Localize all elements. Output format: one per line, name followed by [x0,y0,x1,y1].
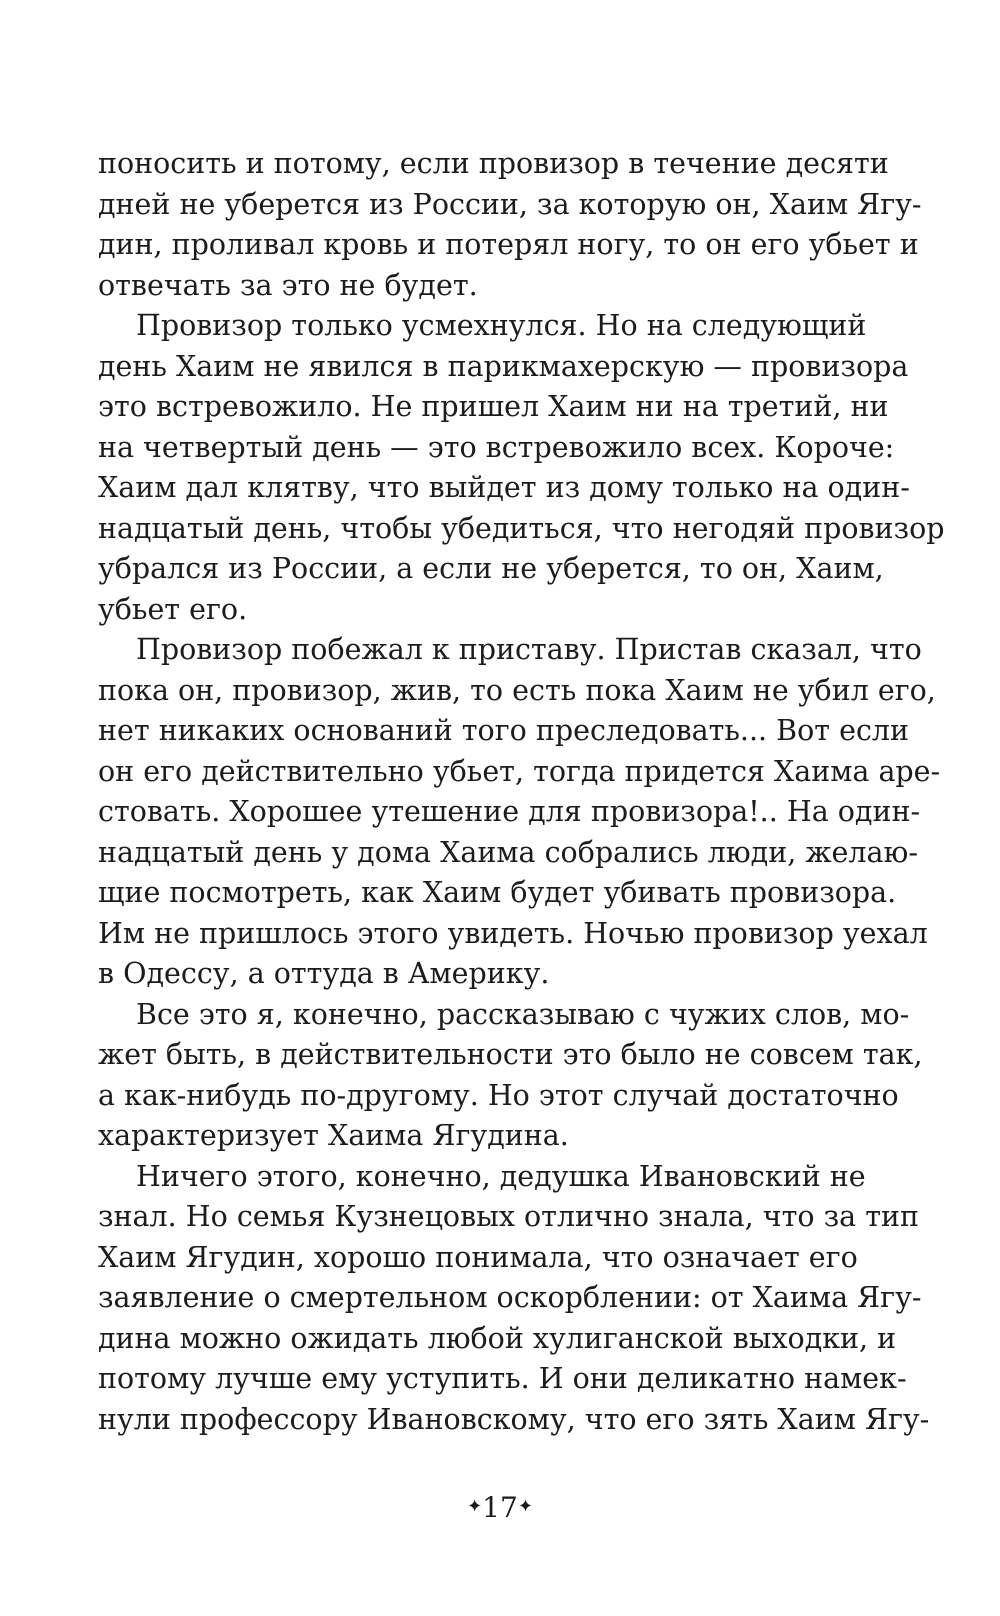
body-text [98,144,945,1440]
text-line: стовать. Хорошее утешение для провизора!.. На один- [98,795,921,828]
text-line: Им не пришлось этого увидеть. Ночью провизор уехал [98,916,928,950]
text-line: нет никаких оснований того преследовать... Вот если [98,714,910,747]
text-line: он его действительно убьет, тогда придется Хаима аре- [98,754,941,788]
text-line: поносить и потому, если провизор в течение десяти [98,147,889,180]
text-line: Провизор только усмехнулся. Но на следующий [136,309,867,342]
text-line: дина можно ожидать любой хулиганской выходки, и [98,1321,897,1355]
text-line: Провизор побежал к приставу. Пристав сказал, что [136,633,922,666]
text-line: потому лучше ему уступить. И они деликатно намек- [98,1362,907,1395]
text-line: пока он, провизор, жив, то есть пока Хаим не убил его, [98,673,936,707]
text-line: заявление о смертельном оскорблении: от Хаима Ягу- [98,1281,922,1314]
text-line: надцатый день у дома Хаима собрались люди, желаю- [98,835,918,869]
text-line: щие посмотреть, как Хаим будет убивать провизора. [98,876,897,909]
text-line: в Одессу, а оттуда в Америку. [98,957,550,990]
text-line: Хаим дал клятву, что выйдет из дому только на один- [98,471,910,504]
text-line: а как-нибудь по-другому. Но этот случай достаточно [98,1078,899,1112]
page-number: 17 [482,1491,518,1524]
paragraph-1 [98,144,922,306]
text-line: нули профессору Ивановскому, что его зять Хаим Ягу- [98,1402,930,1436]
text-line: характеризует Хаима Ягудина. [98,1119,569,1152]
text-line: день Хаим не явился в парикмахерскую — провизора [98,349,909,383]
star-ornament-icon: ✦ [467,1495,483,1517]
text-line: отвечать за это не будет. [98,268,478,302]
paragraph-3 [98,630,941,995]
text-line: Хаим Ягудин, хорошо понимала, что означает его [98,1240,858,1274]
text-line: убрался из России, а если не уберется, то он, Хаим, [98,552,884,585]
text-line: дин, проливал кровь и потерял ногу, то он его убьет и [98,228,919,261]
text-line: дней не уберется из России, за которую он, Хаим Ягу- [98,187,922,221]
paragraph-2 [98,306,945,630]
paragraph-4 [98,995,923,1157]
star-ornament-icon: ✦ [517,1495,533,1517]
text-line: Все это я, конечно, рассказываю с чужих слов, мо- [136,997,910,1031]
text-line: убьет его. [98,592,248,626]
text-line: жет быть, в действительности это было не совсем так, [98,1038,923,1071]
text-line: это встревожило. Не пришел Хаим ни на третий, ни [98,390,889,423]
text-line: надцатый день, чтобы убедиться, что негодяй провизор [98,511,945,545]
page-footer [0,1490,1000,1528]
paragraph-5 [98,1157,930,1441]
text-line: Ничего этого, конечно, дедушка Ивановский не [136,1159,866,1193]
text-line: на четвертый день — это встревожило всех. Короче: [98,430,895,464]
text-line: знал. Но семья Кузнецовых отлично знала, что за тип [98,1200,919,1233]
